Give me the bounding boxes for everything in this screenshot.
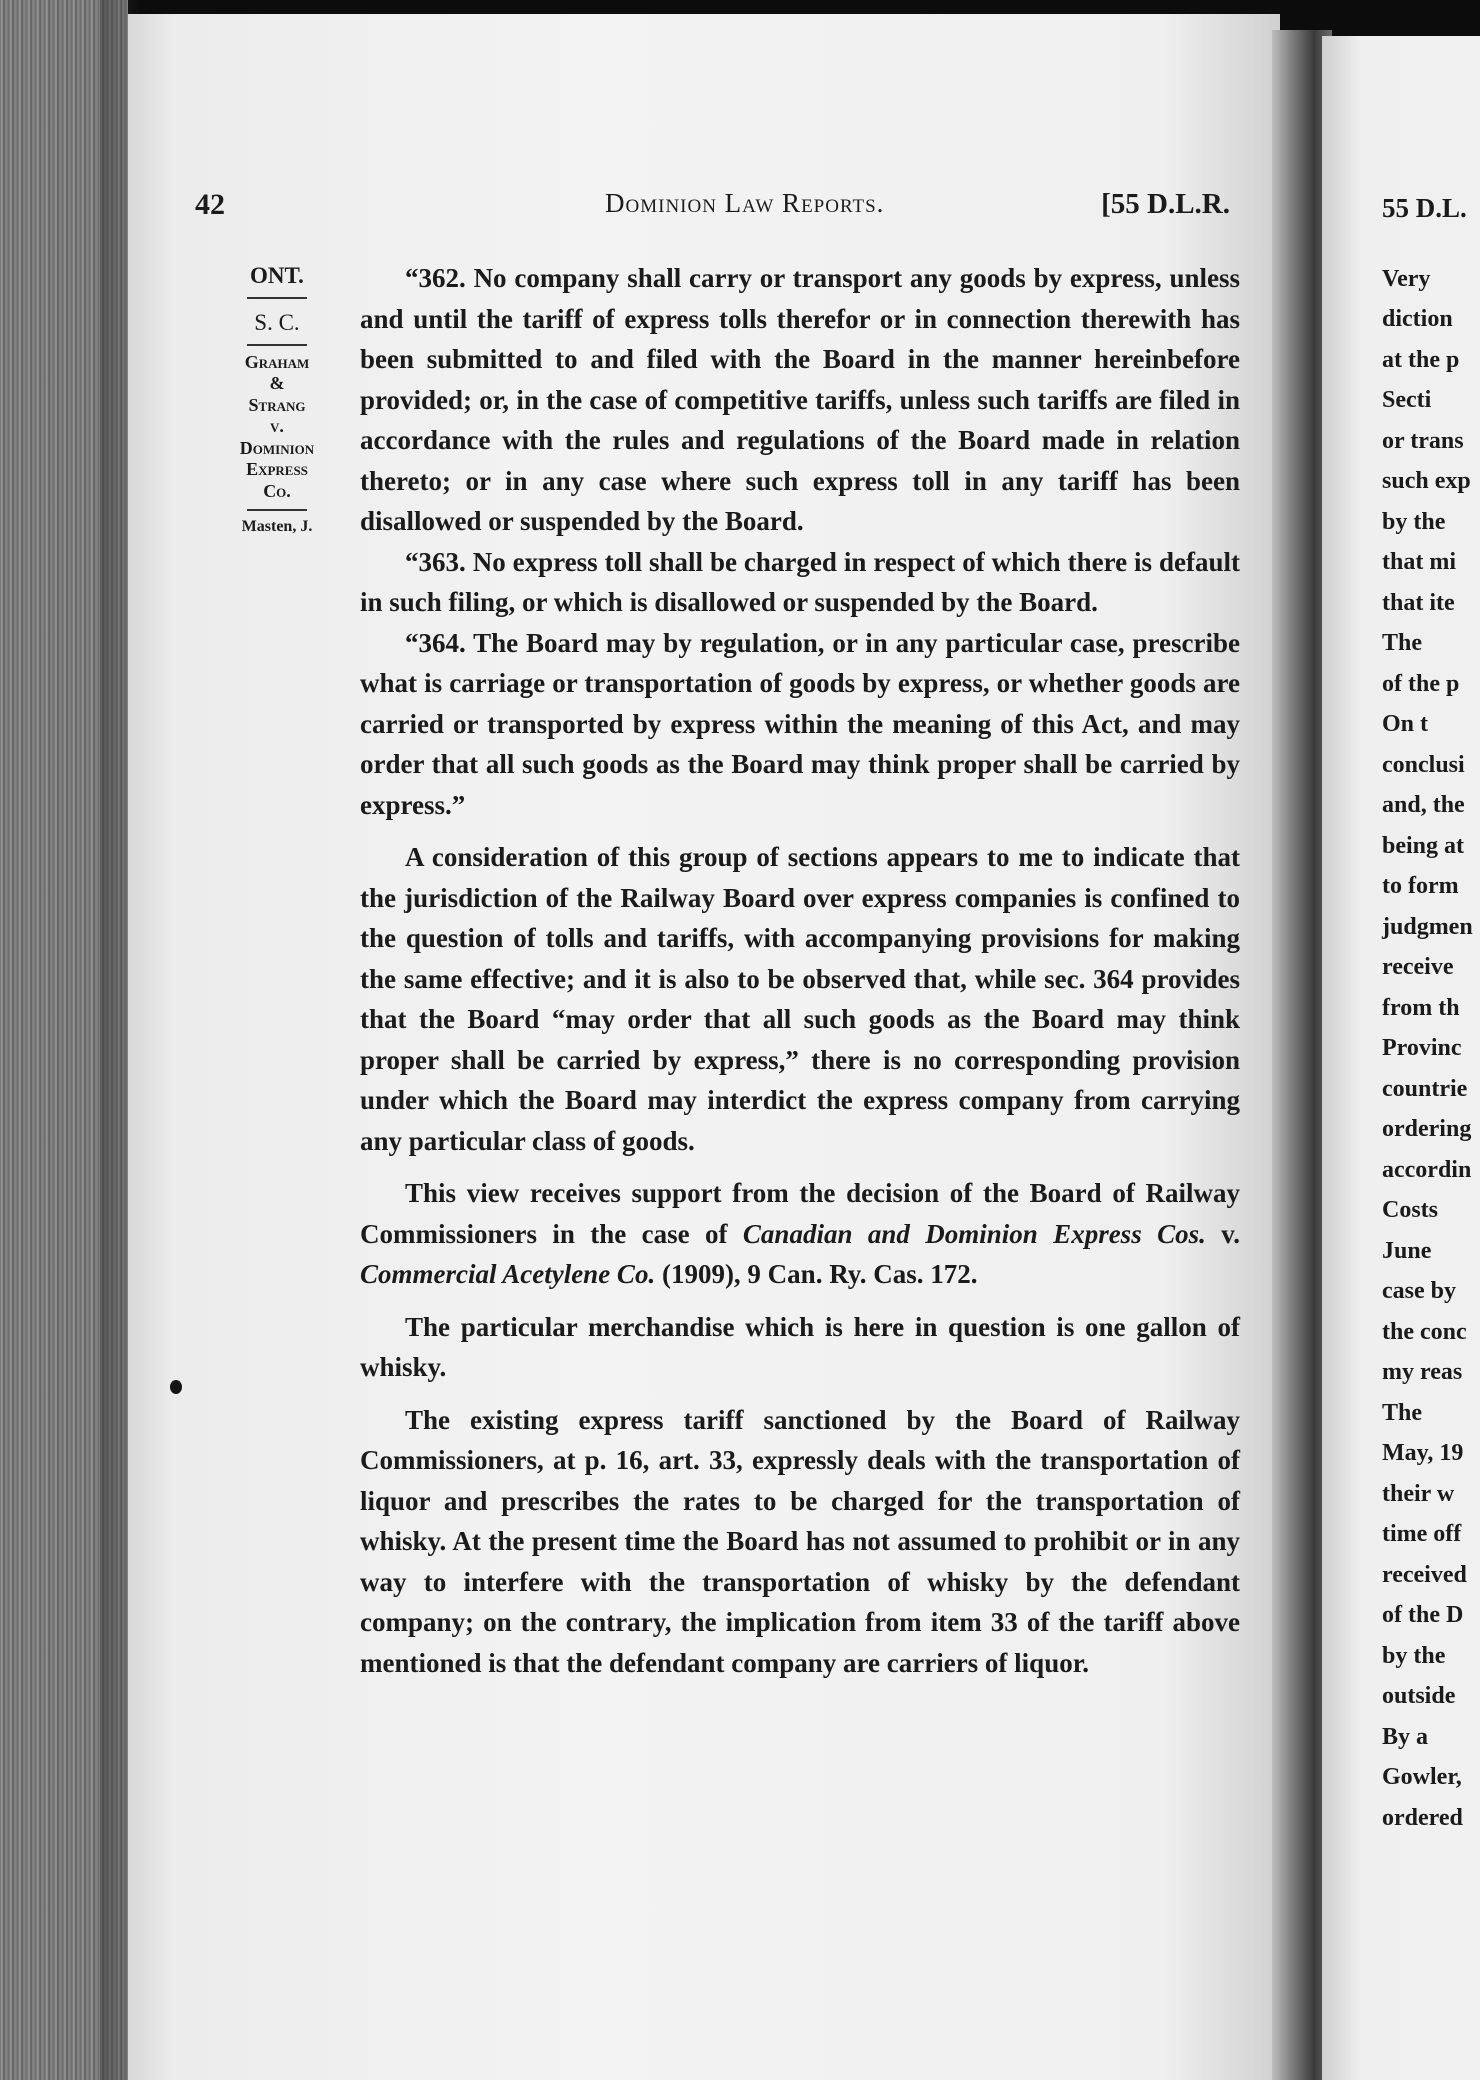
section-363: “363. No express toll shall be charged in respect of which there is default in such filing, or which is disallowed or suspended by the Board. — [360, 546, 1240, 617]
right-page-line: diction — [1382, 306, 1453, 332]
case-name: Graham & Strang v. Dominion Express Co. — [239, 351, 315, 502]
right-page-line: received — [1382, 1561, 1467, 1588]
right-page-line: and, the — [1382, 792, 1465, 818]
court-note: S. C. — [254, 309, 300, 335]
journal-title: Dominion Law Reports. — [605, 188, 885, 218]
right-page-line: or trans — [1382, 427, 1464, 454]
paragraph-consideration: A consideration of this group of sections appears to me to indicate that the jurisdiction of the Railway Board over express companies is confined to the question of tolls and tariffs, with accompanying provisions for making the same effective; and it is also to be observed that, while sec. 364 provides that the Board “may order that all such goods as the Board may think proper shall be carried by express,” there is no corresponding provision under which the Board may interdict the express company from carrying any particular class of goods. — [360, 842, 1240, 1156]
right-page-line: accordin — [1382, 1156, 1472, 1183]
right-page-line: the conc — [1382, 1318, 1467, 1345]
right-page-line: their w — [1382, 1480, 1455, 1507]
right-page-line: ordering — [1382, 1116, 1472, 1142]
right-page-line: that mi — [1382, 549, 1456, 575]
right-page-line: case by — [1382, 1278, 1456, 1304]
ink-spot — [170, 1380, 182, 1394]
right-page-line: The — [1382, 1399, 1423, 1426]
jurisdiction-note: ONT. — [250, 263, 304, 288]
margin-rule — [247, 509, 307, 511]
right-page-line: time off — [1382, 1521, 1462, 1547]
right-page-line: By a — [1382, 1723, 1429, 1750]
right-page-line: my reas — [1382, 1359, 1463, 1385]
right-page-line: May, 19 — [1382, 1440, 1464, 1466]
paragraph-view: This view receives support from the decision of the Board of Railway Commissioners in the case of Canadian and Dominion Express Cos. v. Commercial Acetylene Co. (1909), 9 Can. Ry. Cas. 172. — [360, 1178, 1241, 1289]
section-362: “362. No company shall carry or transport any goods by express, unless and until the tariff of express tolls therefor or in connection therewith has been submitted to and filed with the Board in the manner hereinbefore provided; or, in the case of competitive tariffs, unless such tariffs are filed in accordance with the rules and regulations of the Board made in relation thereto; or in any case where such express toll in any tariff has been disallowed or suspended by the Board. — [360, 263, 1240, 536]
section-364: “364. The Board may by regulation, or in any particular case, prescribe what is carriage or transportation of goods by express, or whether goods are carried or transported by express within the meaning of this Act, and may order that all such goods as the Board may think proper shall be carried by express.” — [360, 627, 1240, 820]
right-page-line: of the p — [1382, 670, 1460, 697]
right-page-line: receive — [1382, 954, 1454, 980]
right-page-line: Gowler, — [1382, 1764, 1462, 1790]
right-page-line: being at — [1382, 832, 1465, 859]
right-page-line: Secti — [1382, 387, 1432, 413]
right-page-line: at the p — [1382, 346, 1460, 373]
paragraph-tariff: The existing express tariff sanctioned by the Board of Railway Commissioners, at p. 16, art. 33, expressly deals with the transportation of liquor and prescribes the rates to be charged for the transportation of whisky. At the present time the Board has not assumed to prohibit or in any way to interfere with the transportation of whisky by the defendant company; on the contrary, the implication from item 33 of the tariff above mentioned is that the defendant company are carriers of liquor. — [360, 1404, 1240, 1678]
right-page-line: On t — [1382, 711, 1429, 737]
margin-notes — [212, 262, 342, 537]
volume-reference: [55 D.L.R. — [1101, 188, 1230, 220]
right-page-line: Very — [1382, 265, 1431, 292]
right-page-line: such exp — [1382, 468, 1471, 494]
judge-note: Masten, J. — [241, 517, 313, 535]
case-citation-1: Canadian and Dominion Express Cos. — [742, 1218, 1206, 1249]
margin-rule — [247, 344, 307, 346]
right-page-line: ordered — [1382, 1804, 1463, 1831]
right-page-line: judgmen — [1382, 913, 1473, 940]
right-page-line: from th — [1382, 994, 1460, 1021]
case-citation-2: Commercial Acetylene Co. — [360, 1259, 656, 1289]
right-page-line: conclusi — [1382, 751, 1465, 778]
right-page-line: June — [1382, 1237, 1432, 1264]
right-page-line: that ite — [1382, 589, 1455, 616]
right-page-line: Costs — [1382, 1197, 1439, 1223]
right-running-head: 55 D.L. — [1382, 193, 1467, 223]
margin-rule — [247, 297, 307, 299]
paragraph-merchandise: The particular merchandise which is here in question is one gallon of whisky. — [360, 1311, 1240, 1382]
right-page-line: of the D — [1382, 1602, 1464, 1628]
right-page-line: by the — [1382, 1642, 1446, 1669]
right-page-text — [1382, 188, 1480, 1838]
body-text — [360, 258, 1240, 1695]
right-page-line: The — [1382, 630, 1423, 656]
page-number: 42 — [195, 188, 225, 221]
right-page-line: Provinc — [1382, 1035, 1462, 1061]
right-page-line: countrie — [1382, 1075, 1468, 1102]
right-page-line: by the — [1382, 508, 1446, 535]
right-page-line: to form — [1382, 873, 1459, 899]
running-head — [195, 188, 1230, 228]
right-page-lines — [1382, 259, 1480, 1839]
right-page-line: outside — [1382, 1683, 1456, 1709]
